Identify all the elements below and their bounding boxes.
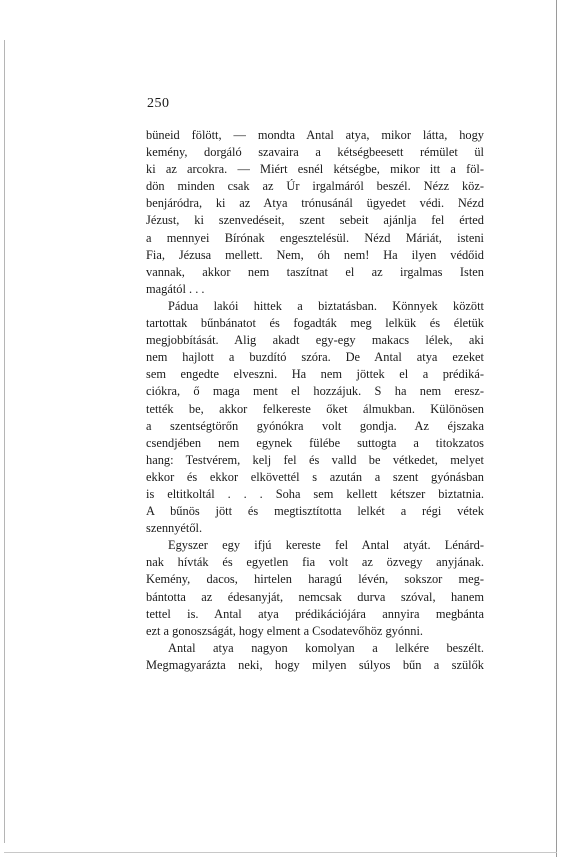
text-line: ezt a gonoszságát, hogy elment a Csodatevőhöz gyónni.: [146, 623, 423, 638]
text-line: nak hívták és egyetlen fia volt az özvegy anyjának.: [146, 555, 484, 570]
text-line: szennyétől.: [146, 521, 203, 536]
text-line: is eltitkoltál . . . Soha sem kellett kétszer biztatnia.: [146, 486, 484, 501]
text-line: Antal atya nagyon komolyan a lelkére beszélt.: [168, 640, 484, 655]
text-line: nem hajlott a buzdító szóra. De Antal atya ezeket: [146, 350, 484, 365]
text-line: tettel is. Antal atya prédikációjára annyira megbánta: [146, 606, 484, 621]
text-line: Kemény, dacos, hirtelen haragú lévén, sokszor meg-: [146, 572, 484, 587]
text-line: benjáródra, ki az Atya trónusánál ügyedet védi. Nézd: [146, 196, 484, 211]
text-line: bántotta az édesanyját, nemcsak durva szóval, hanem: [146, 589, 484, 604]
scan-edge-left: [4, 40, 5, 843]
text-line: ekkor és ekkor elkövettél s azután a szent gyónásban: [146, 469, 484, 484]
text-line: dön minden csak az Úr irgalmáról beszél. Nézz köz-: [146, 179, 484, 194]
text-line: csendjében nem egynek fülébe suttogta a titokzatos: [146, 435, 484, 450]
text-line: vannak, akkor nem taszítnat el az irgalmas Isten: [146, 264, 484, 279]
scan-edge-right: [556, 0, 557, 857]
text-line: tartottak bűnbánatot és fogadták meg lelkük és életük: [146, 316, 484, 331]
text-line: A bűnös jött és megtisztította lelkét a régi vétek: [146, 504, 484, 519]
text-line: magától . . .: [146, 281, 205, 296]
text-line: Megmagyarázta neki, hogy milyen súlyos bűn a szülők: [146, 657, 484, 672]
text-line: megjobbítását. Alig akadt egy-egy makacs lélek, aki: [146, 333, 484, 348]
body-text: [146, 127, 484, 674]
text-line: tették be, akkor felkereste őket álmukban. Különösen: [146, 401, 484, 416]
text-line: Egyszer egy ifjú kereste fel Antal atyát. Lénárd-: [168, 538, 484, 553]
text-line: a mennyei Bírónak engesztelésül. Nézd Máriát, isteni: [146, 230, 484, 245]
text-line: büneid fölött, — mondta Antal atya, mikor látta, hogy: [146, 128, 484, 142]
text-line: sem engedte elveszni. Ha nem jöttek el a prédiká-: [146, 367, 484, 382]
text-line: Jézust, ki szenvedéseit, szent sebeit ajánlja fel érted: [146, 213, 484, 228]
text-line: hang: Testvérem, kelj fel és valld be vétkedet, melyet: [146, 452, 484, 467]
text-line: Pádua lakói hittek a biztatásban. Könnyek között: [168, 298, 484, 313]
text-line: kemény, dorgáló szavaira a kétségbeesett rémület ül: [146, 145, 484, 160]
text-line: ciókra, ő maga ment el hozzájuk. S ha nem eresz-: [146, 384, 484, 399]
text-line: ki az arcokra. — Miért esnél kétségbe, mikor itt a föl-: [146, 162, 484, 177]
page-number: 250: [147, 96, 170, 111]
text-line: Fia, Jézusa mellett. Nem, óh nem! Ha ilyen védőid: [146, 247, 484, 262]
text-line: a szentségtörőn gyónókra volt gondja. Az éjszaka: [146, 418, 484, 433]
scan-edge-bottom: [4, 852, 557, 853]
